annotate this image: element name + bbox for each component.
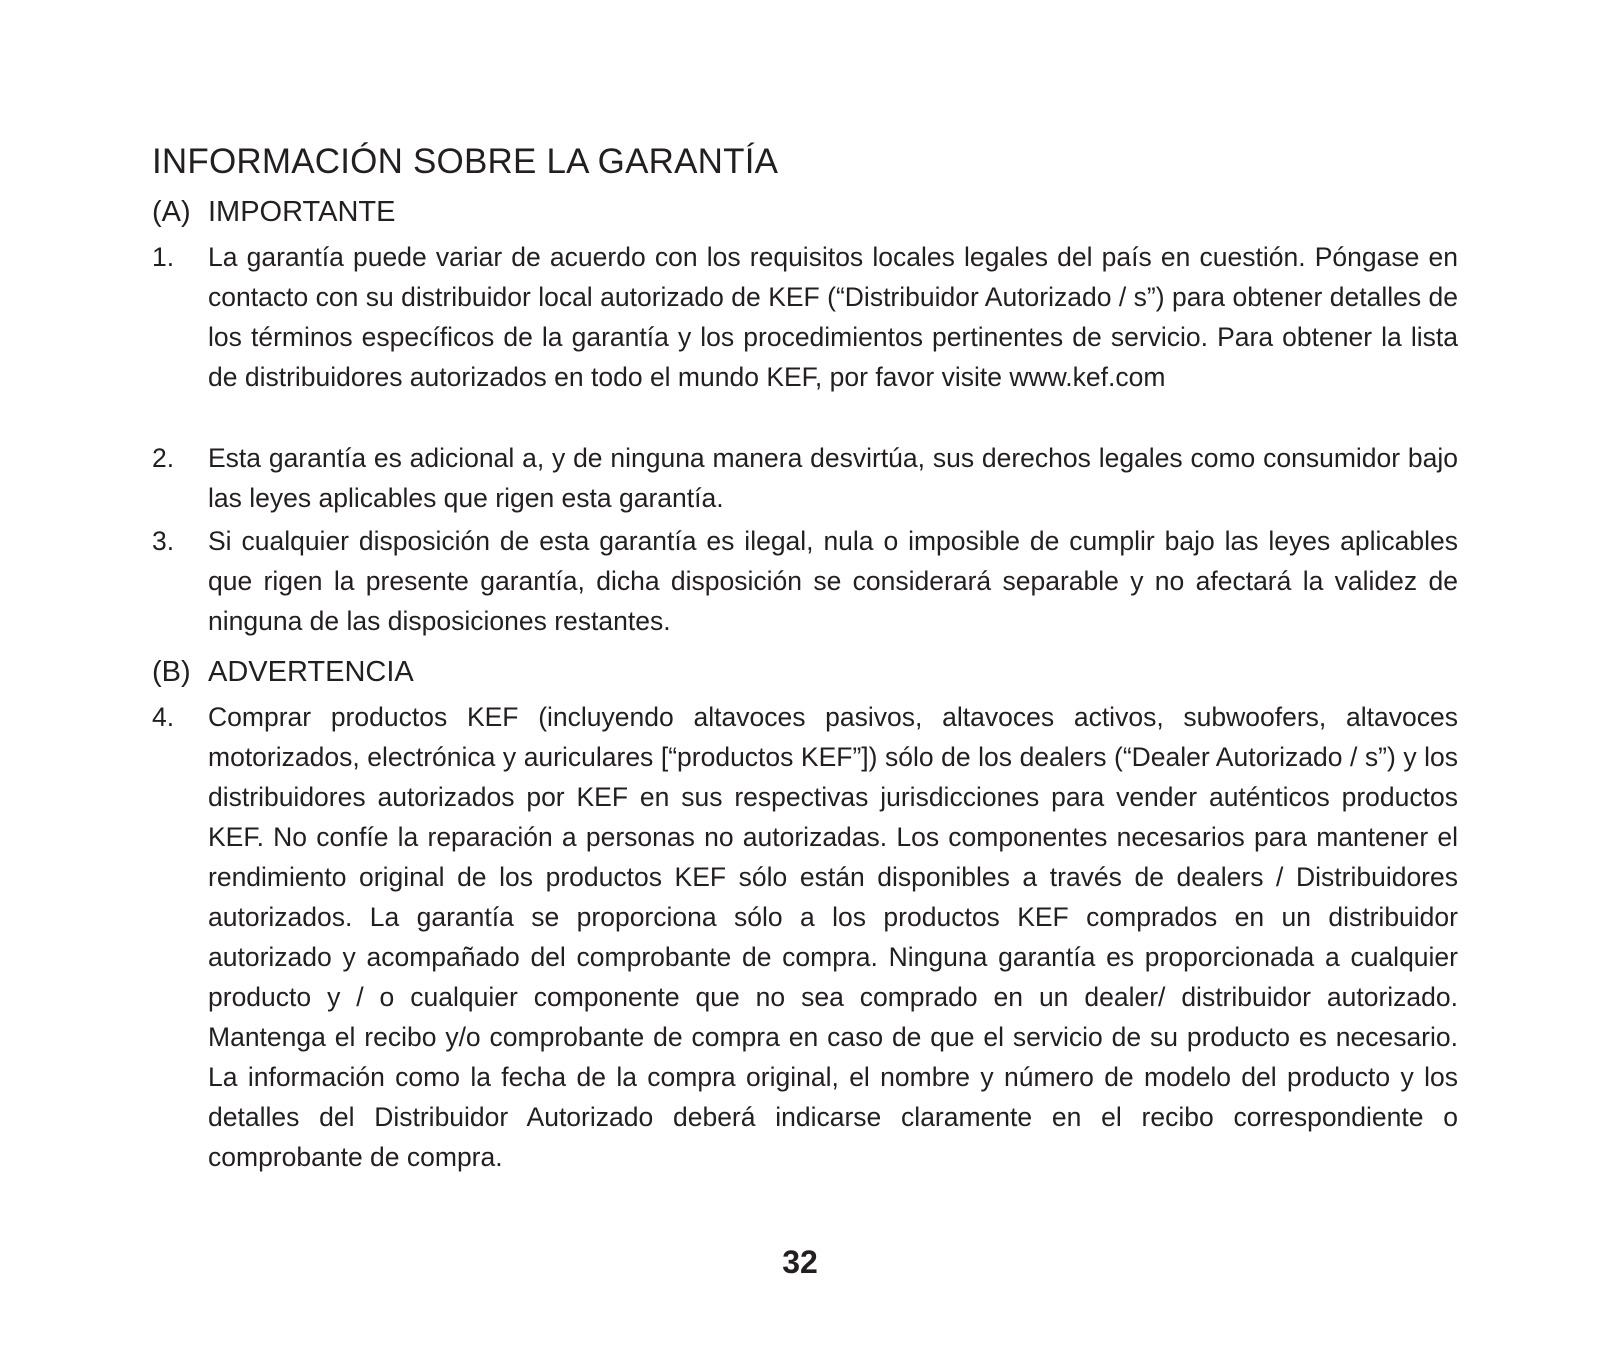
list-item [152,521,1458,641]
section-letter: (B) [152,656,191,688]
list-item [152,438,1458,518]
item-number: 1. [152,242,175,272]
item-number: 2. [152,443,175,473]
item-text: La garantía puede variar de acuerdo con los requisitos locales legales del país en cuestión. Póngase en contacto con su distribuidor local autorizado de KEF (“Distribuidor Autorizado / s”) para obtener detalles de los términos específicos de la garantía y los procedimientos pertinentes de servicio. Para obtener la lista de distribuidores autorizados en todo el mundo KEF, por favor visite www.kef.com [208,242,1458,392]
item-number: 3. [152,526,175,556]
item-text: Comprar productos KEF (incluyendo altavoces pasivos, altavoces activos, subwoofers, altavoces motorizados, electrónica y auriculares [“productos KEF”]) sólo de los dealers (“Dealer Autorizado / s”) y los distribuidores autorizados por KEF en sus respectivas jurisdicciones para vender auténticos productos KEF. No confíe la reparación a personas no autorizadas. Los componentes necesarios para mantener el rendimiento original de los productos KEF sólo están disponibles a través de dealers / Distribuidores autorizados. La garantía se proporciona sólo a los productos KEF comprados en un distribuidor autorizado y acompañado del comprobante de compra. Ninguna garantía es proporcionada a cualquier producto y / o cualquier componente que no sea comprado en un dealer/ distribuidor autorizado. Mantenga el recibo y/o comprobante de compra en caso de que el servicio de su producto es necesario. La información como la fecha de la compra original, el nombre y número de modelo del producto y los detalles del Distribuidor Autorizado deberá indicarse claramente en el recibo correspondiente o comprobante de compra. [208,702,1458,1172]
list-item [152,237,1458,397]
item-text: Si cualquier disposición de esta garantía es ilegal, nula o imposible de cumplir bajo las leyes aplicables que rigen la presente garantía, dicha disposición se considerará separable y no afectará la validez de ninguna de las disposiciones restantes. [208,526,1458,636]
section-heading-advertencia [152,653,414,691]
item-number: 4. [152,702,175,732]
page-number: 32 [782,1244,818,1280]
section-letter: (A) [152,196,191,228]
section-heading-text: IMPORTANTE [208,196,396,228]
list-item [152,697,1458,1177]
page-title: INFORMACIÓN SOBRE LA GARANTÍA [152,142,779,181]
section-heading-importante [152,193,395,231]
item-text: Esta garantía es adicional a, y de ninguna manera desvirtúa, sus derechos legales como consumidor bajo las leyes aplicables que rigen esta garantía. [208,443,1458,513]
section-heading-text: ADVERTENCIA [208,656,414,688]
